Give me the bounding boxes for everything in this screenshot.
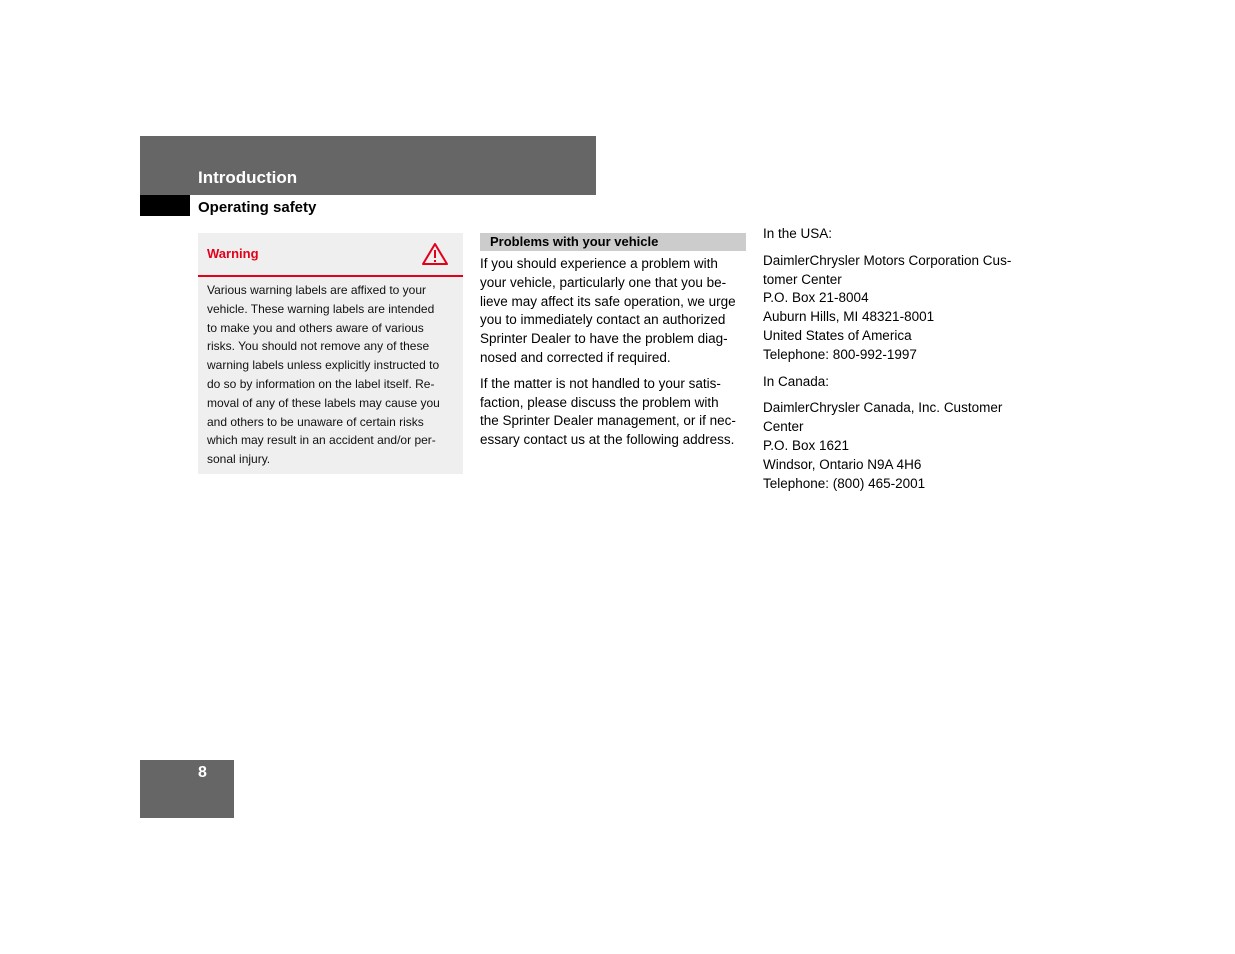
warning-text: Various warning labels are affixed to your vehicle. These warning labels are intended to make you and others aware of various risks. You should not remove any of these warning labels unless explicitly instructed to do so by information on the label itself. Re- moval of any of these labels may cause you and others to be unaware of certain risks which may result in an accident and/or per- sonal injury. bbox=[207, 283, 440, 467]
section-title: Operating safety bbox=[198, 199, 317, 216]
usa-address: DaimlerChrysler Motors Corporation Cus- tomer Center P.O. Box 21-8004 Auburn Hills, MI 48321-8001 United States of America Telephone: 800-992-1997 bbox=[763, 252, 1012, 362]
usa-label: In the USA: bbox=[763, 226, 833, 241]
problems-paragraph-2: If the matter is not handled to your satis- faction, please discuss the problem with the Sprinter Dealer management, or if nec- essary contact us at the following address. bbox=[480, 375, 736, 448]
problems-column bbox=[480, 233, 746, 450]
warning-box bbox=[198, 233, 463, 474]
canada-label: In Canada: bbox=[763, 373, 830, 389]
contacts-column bbox=[763, 225, 1033, 501]
warning-label: Warning bbox=[207, 246, 259, 261]
section-marker bbox=[140, 195, 190, 216]
canada-address: DaimlerChrysler Canada, Inc. Customer Center P.O. Box 1621 Windsor, Ontario N9A 4H6 Telephone: (800) 465-2001 bbox=[763, 400, 1003, 491]
warning-header bbox=[198, 233, 463, 277]
problems-heading: Problems with your vehicle bbox=[480, 233, 746, 251]
page-number: 8 bbox=[198, 764, 207, 781]
chapter-title: Introduction bbox=[198, 168, 298, 187]
page-number-box bbox=[140, 760, 234, 818]
warning-triangle-icon bbox=[421, 242, 449, 266]
problems-paragraph-1: If you should experience a problem with your vehicle, particularly one that you be- lieve may affect its safe operation, we urge you to immediately contact an authorized Sprinter Dealer to have the problem diag- nosed and corrected if required. bbox=[480, 256, 736, 365]
